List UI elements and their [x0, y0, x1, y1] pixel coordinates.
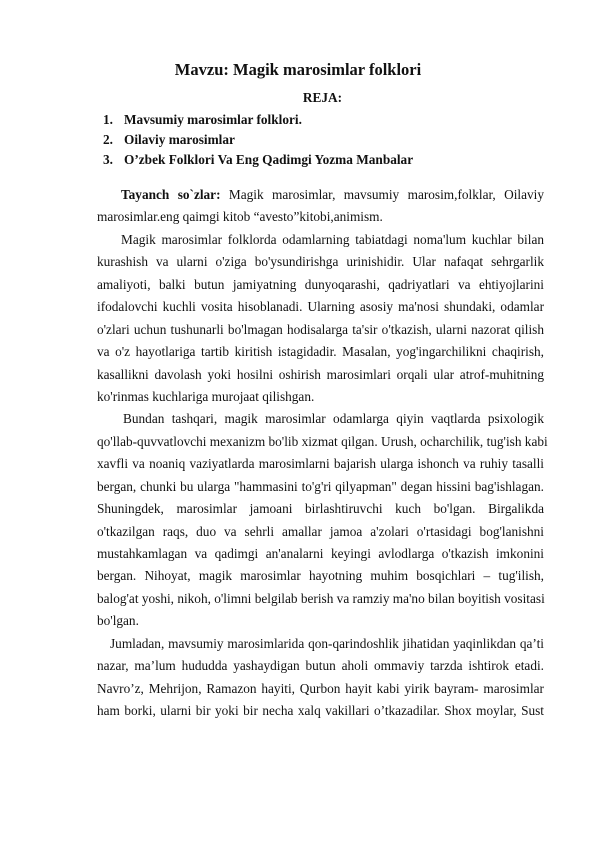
plan-item: [103, 110, 413, 130]
paragraph-line: bergan. Nihoyat, magik marosimlar hayotning muhim bosqichlari – tug'ilish,: [97, 568, 544, 584]
body-text: [97, 184, 548, 723]
document-title: Mavzu: Magik marosimlar folklori: [174, 60, 422, 79]
paragraph-line: Magik marosimlar folklorda odamlarning tabiatdagi noma'lum kuchlar bilan: [121, 231, 544, 247]
paragraph-line: nazar, ma’lum hududda yashaydigan butun aholi ommaviy tarzda ishtirok etadi.: [97, 658, 544, 674]
paragraph-line: balog'at yoshi, nikoh, o'limni belgilab berish va ramziy ma'no bilan boyitish vositasi: [97, 590, 545, 606]
plan-item-number: 2.: [103, 132, 113, 147]
plan-item-text: O’zbek Folklori Va Eng Qadimgi Yozma Manbalar: [124, 152, 414, 167]
plan-list: [103, 110, 413, 170]
plan-item-number: 1.: [103, 112, 113, 127]
paragraph-line: qo'llab-quvvatlovchi mexanizm bo'lib xizmat qilgan. Urush, ocharchilik, tug'ish kabi: [97, 433, 548, 449]
keywords-paragraph: [97, 184, 544, 229]
paragraph-1: [97, 229, 544, 409]
keywords-line: [107, 184, 544, 206]
paragraph-line: ham borki, ularni bir yoki bir necha xalq vakillari o’tkazadilar. Shox moylar, Sust: [97, 703, 544, 719]
paragraph-line: xavfli va noaniq vaziyatlarda marosimlarni bajarish ularga ishonch va ruhiy tasalli: [97, 456, 544, 472]
paragraph-line: o'tkazilgan raqs, duo va sehrli amallar jamoa a'zolari o'rtasidagi bog'lanishni: [97, 523, 544, 539]
paragraph-line: kasallikni davolash yoki hosilni oshirish marosimlari orqali ular atrof-muhitning: [97, 366, 544, 382]
paragraph-line: va o'z hayotlariga tartib kiritish istagidadir. Masalan, yog'ingarchilikni chaqirish,: [97, 344, 544, 360]
paragraph-line: bergan, chunki bu ularga "hammasini to'g'ri qilyapman" degan hissini bag'ishlagan.: [97, 478, 544, 494]
paragraph-line: Bundan tashqari, magik marosimlar odamlarga qiyin vaqtlarda psixologik: [123, 411, 544, 427]
keywords-label: Tayanch so`zlar:: [121, 187, 221, 202]
paragraph-2: [97, 408, 548, 632]
plan-item: [103, 150, 413, 170]
paragraph-line: Navro’z, Mehrijon, Ramazon hayiti, Qurbon hayit kabi yirik bayram- marosimlar: [97, 680, 544, 696]
paragraph-line: amaliyoti, balki butun jamiyatning dunyoqarashi, qadriyatlari va ehtiyojlarini: [97, 276, 544, 292]
paragraph-line: ko'rinmas kuchlariga murojaat qilishgan.: [97, 388, 315, 404]
keywords-line: marosimlar.eng qaimgi kitob “avesto”kitobi,animism.: [97, 209, 383, 225]
plan-item-text: Mavsumiy marosimlar folklori.: [124, 112, 302, 127]
paragraph-line: o'zlari uchun tushunarli bo'lmagan hodisalarga ta'sir o'tkazish, ularni nazorat qilish: [97, 321, 544, 337]
paragraph-line: Shuningdek, marosimlar jamoani birlashtiruvchi kuch bo'lgan. Birgalikda: [97, 501, 544, 517]
paragraph-line: bo'lgan.: [97, 613, 139, 629]
paragraph-line: kurashish va ularni o'ziga bo'ysundirishga urinishidir. Ular nafaqat sehrgarlik: [97, 254, 544, 270]
paragraph-line: ifodalovchi kuchli vosita hisoblanadi. Ularning asosiy ma'nosi shundaki, odamlar: [97, 299, 544, 315]
plan-item: [103, 130, 413, 150]
plan-item-number: 3.: [103, 152, 113, 167]
paragraph-line: Jumladan, mavsumiy marosimlarida qon-qarindoshlik jihatidan yaqinlikdan qa’ti: [110, 635, 544, 651]
keywords-text: Magik marosimlar, mavsumiy marosim,folklar, Oilaviy: [220, 187, 544, 202]
plan-item-text: Oilaviy marosimlar: [124, 132, 235, 147]
plan-heading: REJA:: [302, 90, 343, 105]
paragraph-line: mustahkamlagan va qadimgi an'analarni keyingi avlodlarga o'tkazish imkonini: [97, 546, 544, 561]
paragraph-3: [97, 633, 544, 723]
